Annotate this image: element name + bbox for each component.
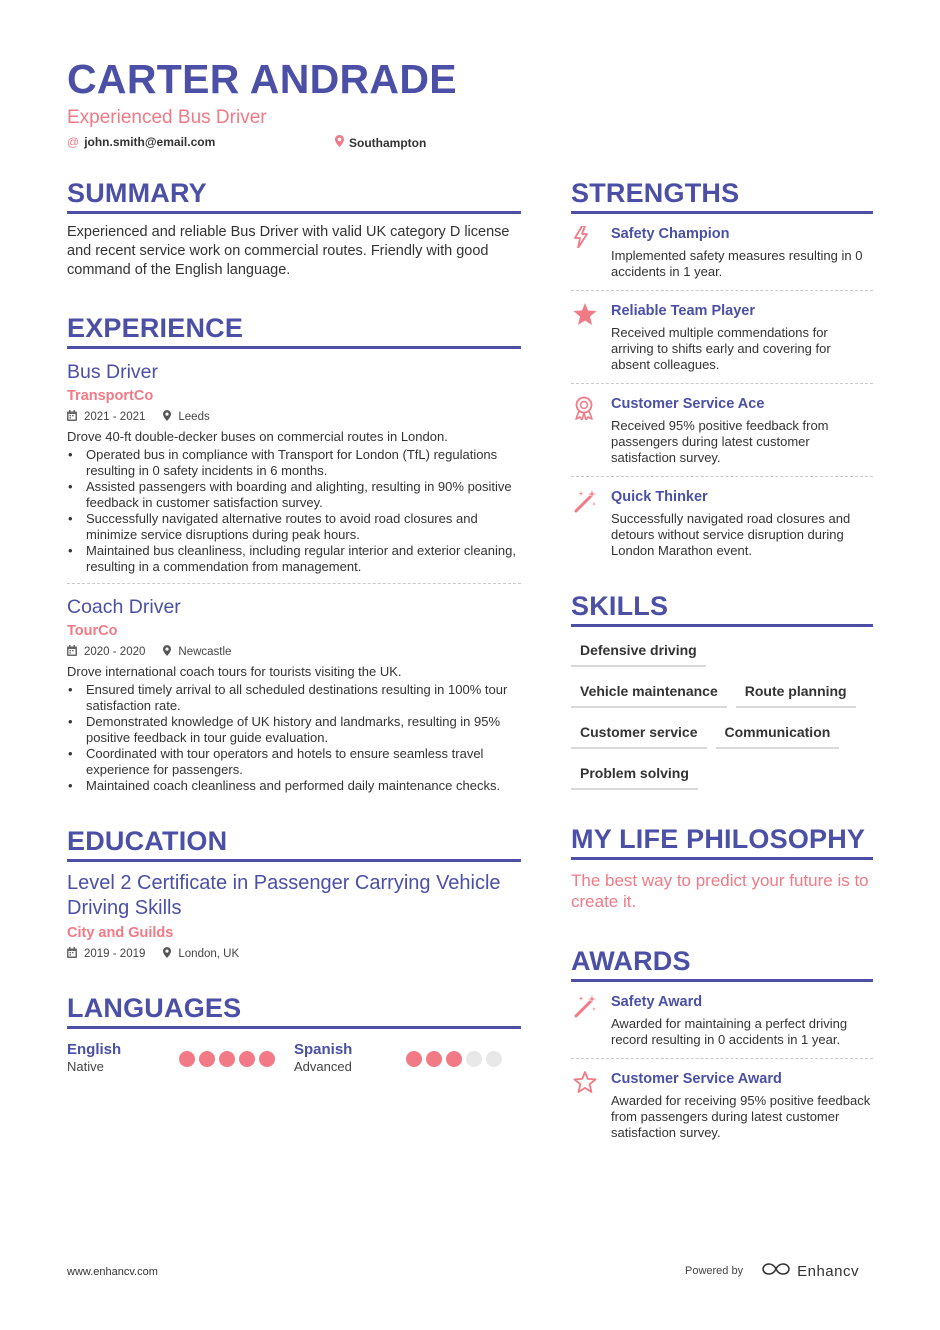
job-description: Drove international coach tours for tourists visiting the UK. (67, 664, 402, 679)
list-item: • Coordinated with tour operators and hotels to ensure seamless travel experience for passengers. (67, 746, 521, 778)
brand-name: Enhancv (797, 1262, 859, 1280)
section-heading: MY LIFE PHILOSOPHY (571, 824, 873, 860)
candidate-name: CARTER ANDRADE (67, 56, 457, 102)
section-heading: SKILLS (571, 591, 873, 627)
rating-dot-filled (199, 1051, 215, 1067)
footer-powered (685, 1262, 859, 1280)
strength-item (571, 214, 873, 291)
award-description: Awarded for receiving 95% positive feedback from passengers during latest customer satisfaction survey. (611, 1093, 871, 1140)
experience-entry (67, 596, 521, 794)
strengths-section (571, 178, 873, 569)
list-item: • Ensured timely arrival to all scheduled destinations resulting in 100% tour satisfaction rate. (67, 682, 521, 714)
star-outline-icon (571, 1071, 611, 1141)
strength-item (571, 291, 873, 384)
language-level: Advanced (294, 1059, 352, 1074)
philosophy-quote: The best way to predict your future is to create it. (571, 871, 869, 911)
calendar-icon (67, 947, 77, 961)
strength-item (571, 384, 873, 477)
rating-dot-empty (466, 1051, 482, 1067)
language-item (294, 1041, 521, 1074)
education-meta (67, 947, 521, 961)
candidate-title: Experienced Bus Driver (67, 107, 267, 128)
powered-by-text: Powered by (685, 1265, 744, 1277)
medal-icon (571, 396, 611, 466)
strength-title: Quick Thinker (611, 489, 708, 505)
footer-website[interactable]: www.enhancv.com (67, 1266, 158, 1278)
location-pin-icon (163, 410, 171, 424)
language-rating (179, 1051, 275, 1067)
strength-description: Received multiple commendations for arriving to shifts early and covering for absent colleagues. (611, 325, 831, 372)
award-item (571, 982, 873, 1059)
job-meta (67, 645, 521, 659)
skills-list (571, 639, 873, 803)
magic-wand-icon (571, 489, 611, 559)
skill-tag: Defensive driving (571, 639, 706, 667)
list-item: • Successfully navigated alternative routes to avoid road closures and minimize service disruptions during peak hours. (67, 511, 521, 543)
skill-tag: Communication (716, 721, 840, 749)
job-location: Newcastle (178, 646, 232, 658)
strength-description: Received 95% positive feedback from passengers during latest customer satisfaction survey. (611, 418, 829, 465)
languages-section (67, 993, 521, 1074)
degree-title: Level 2 Certificate in Passenger Carrying Vehicle Driving Skills (67, 872, 501, 919)
job-bullets (67, 447, 521, 575)
job-bullets (67, 682, 521, 794)
location-pin-icon (163, 645, 171, 659)
rating-dot-empty (486, 1051, 502, 1067)
rating-dot-filled (259, 1051, 275, 1067)
strength-description: Implemented safety measures resulting in 0 accidents in 1 year. (611, 248, 863, 279)
skill-tag: Vehicle maintenance (571, 680, 727, 708)
summary-text: Experienced and reliable Bus Driver with valid UK category D license and recent service work on commercial routes. Friendly with good command of the English language. (67, 224, 510, 278)
skill-tag: Problem solving (571, 762, 698, 790)
infinity-icon (761, 1262, 791, 1280)
calendar-icon (67, 645, 77, 659)
list-item: • Operated bus in compliance with Transport for London (TfL) regulations resulting in 0 safety incidents in 6 months. (67, 447, 521, 479)
award-title: Customer Service Award (611, 1071, 782, 1087)
strength-item (571, 477, 873, 569)
section-heading: EDUCATION (67, 826, 521, 862)
awards-section (571, 946, 873, 1151)
rating-dot-filled (446, 1051, 462, 1067)
calendar-icon (67, 410, 77, 424)
strength-description: Successfully navigated road closures and detours without service disruption during London Marathon event. (611, 511, 851, 558)
contact-location (335, 135, 426, 150)
award-title: Safety Award (611, 994, 703, 1010)
contact-email[interactable] (67, 135, 215, 149)
skills-section (571, 591, 873, 803)
award-item (571, 1059, 873, 1151)
divider (67, 583, 521, 584)
list-item: • Assisted passengers with boarding and alighting, resulting in 90% positive feedback in customer satisfaction survey. (67, 479, 521, 511)
experience-entry (67, 361, 521, 575)
rating-dot-filled (219, 1051, 235, 1067)
rating-dot-filled (406, 1051, 422, 1067)
left-column (67, 178, 521, 1074)
job-meta (67, 410, 521, 424)
location-pin-icon (163, 947, 171, 961)
job-dates: 2021 - 2021 (84, 411, 146, 423)
rating-dot-filled (239, 1051, 255, 1067)
section-heading: SUMMARY (67, 178, 521, 214)
language-rating (406, 1051, 502, 1067)
email-text: john.smith@email.com (84, 135, 216, 149)
institution-name: City and Guilds (67, 925, 174, 941)
section-heading: STRENGTHS (571, 178, 873, 214)
rating-dot-filled (179, 1051, 195, 1067)
languages-list (67, 1041, 521, 1074)
language-name: Spanish (294, 1041, 353, 1058)
job-title: Bus Driver (67, 361, 159, 383)
location-pin-icon (335, 135, 344, 150)
award-description: Awarded for maintaining a perfect driving record resulting in 0 accidents in 1 year. (611, 1016, 848, 1047)
magic-wand-icon (571, 994, 611, 1048)
job-title: Coach Driver (67, 596, 181, 618)
right-column (571, 178, 873, 1151)
education-dates: 2019 - 2019 (84, 948, 146, 960)
skill-tag: Route planning (736, 680, 856, 708)
job-dates: 2020 - 2020 (84, 646, 146, 658)
brand-logo[interactable] (761, 1262, 859, 1280)
strength-title: Reliable Team Player (611, 303, 756, 319)
section-heading: EXPERIENCE (67, 313, 521, 349)
lightning-icon (571, 226, 611, 280)
section-heading: AWARDS (571, 946, 873, 982)
star-icon (571, 303, 611, 373)
list-item: • Maintained coach cleanliness and performed daily maintenance checks. (67, 778, 521, 794)
language-item (67, 1041, 294, 1074)
education-section (67, 826, 521, 961)
list-item: • Demonstrated knowledge of UK history and landmarks, resulting in 95% positive feedback in tour guide evaluation. (67, 714, 521, 746)
strength-title: Safety Champion (611, 226, 730, 242)
strength-title: Customer Service Ace (611, 396, 765, 412)
location-text: Southampton (349, 135, 427, 150)
summary-section (67, 178, 521, 280)
language-name: English (67, 1041, 122, 1058)
section-heading: LANGUAGES (67, 993, 521, 1029)
language-level: Native (67, 1059, 104, 1074)
job-location: Leeds (178, 411, 210, 423)
skill-tag: Customer service (571, 721, 707, 749)
rating-dot-filled (426, 1051, 442, 1067)
company-name: TransportCo (67, 388, 154, 404)
experience-section (67, 313, 521, 794)
at-icon: @ (67, 135, 80, 149)
philosophy-section (571, 824, 873, 912)
job-description: Drove 40-ft double-decker buses on commercial routes in London. (67, 429, 448, 444)
education-location: London, UK (178, 948, 240, 960)
company-name: TourCo (67, 623, 118, 639)
list-item: • Maintained bus cleanliness, including regular interior and exterior cleaning, resulting in a commendation from management. (67, 543, 521, 575)
